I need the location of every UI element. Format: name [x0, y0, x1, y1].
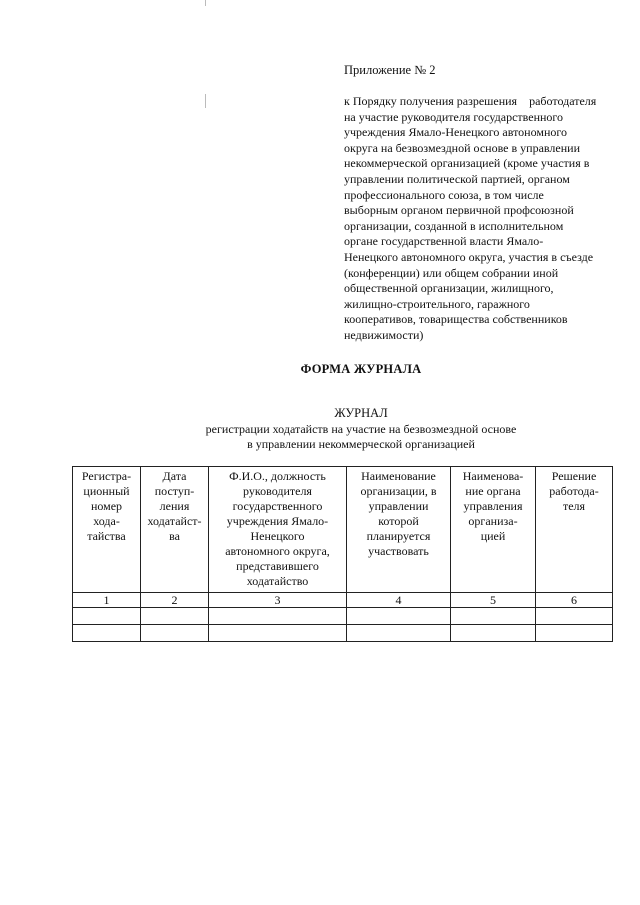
journal-table: [72, 466, 613, 642]
table-cell: [451, 608, 536, 625]
table-cell: [73, 608, 141, 625]
table-cell: [536, 608, 613, 625]
table-cell: [347, 608, 451, 625]
column-header-management-body: Наименова- ние органа управления организа- цией: [451, 467, 536, 593]
appendix-line: управлении политической партией, органом: [344, 171, 570, 186]
appendix-line: некоммерческой организацией (кроме участия в: [344, 156, 590, 171]
appendix-line: общественной организации, жилищного,: [344, 281, 554, 296]
table-cell: [209, 608, 347, 625]
column-number: 3: [209, 593, 347, 608]
appendix-line: кооперативов, товарищества собственников: [344, 312, 568, 327]
appendix-line: выборным органом первичной профсоюзной: [344, 203, 574, 218]
column-header-applicant: Ф.И.О., должность руководителя государственного учреждения Ямало- Ненецкого автономного округа, представившего ходатайство: [209, 467, 347, 593]
column-header-employer-decision: Решение работода- теля: [536, 467, 613, 593]
table-cell: [451, 625, 536, 642]
appendix-line: органе государственной власти Ямало-: [344, 234, 544, 249]
column-number: 1: [73, 593, 141, 608]
appendix-line: округа на безвозмездной основе в управлении: [344, 140, 580, 155]
column-number: 5: [451, 593, 536, 608]
journal-title: ЖУРНАЛ: [334, 406, 388, 420]
table-cell: [347, 625, 451, 642]
appendix-line: учреждения Ямало-Ненецкого автономного: [344, 125, 567, 140]
scan-mark: [205, 0, 206, 6]
form-title: ФОРМА ЖУРНАЛА: [300, 362, 422, 376]
table-row: [73, 608, 613, 625]
journal-subtitle-line: в управлении некоммерческой организацией: [247, 437, 475, 451]
scan-mark: [205, 94, 206, 108]
column-number: 6: [536, 593, 613, 608]
appendix-text: [344, 94, 628, 344]
journal-subtitle: [0, 422, 640, 452]
appendix-line: жилищно-строительного, гаражного: [344, 296, 530, 311]
table-cell: [141, 608, 209, 625]
table-header-row: [73, 467, 613, 593]
appendix-line: (конференции) или общем собрании иной: [344, 265, 559, 280]
appendix-line: недвижимости): [344, 327, 424, 342]
column-header-organization-name: Наименование организации, в управлении которой планируется участвовать: [347, 467, 451, 593]
appendix-line: к Порядку получения разрешения работодателя: [344, 94, 597, 108]
appendix-line: на участие руководителя государственного: [344, 109, 564, 124]
appendix-line: профессионального союза, в том числе: [344, 187, 544, 202]
journal-subtitle-line: регистрации ходатайств на участие на безвозмездной основе: [205, 422, 517, 436]
table-row: [73, 625, 613, 642]
column-header-receipt-date: Дата поступ- ления ходатайст- ва: [141, 467, 209, 593]
column-header-registration-number: Регистра- ционный номер хода- тайства: [73, 467, 141, 593]
table-number-row: [73, 593, 613, 608]
table-cell: [73, 625, 141, 642]
column-number: 2: [141, 593, 209, 608]
appendix-line: организации, созданной в исполнительном: [344, 218, 564, 233]
appendix-title: Приложение № 2: [344, 63, 436, 77]
appendix-line: Ненецкого автономного округа, участия в съезде: [344, 249, 594, 264]
table-cell: [536, 625, 613, 642]
table-cell: [209, 625, 347, 642]
table-cell: [141, 625, 209, 642]
column-number: 4: [347, 593, 451, 608]
